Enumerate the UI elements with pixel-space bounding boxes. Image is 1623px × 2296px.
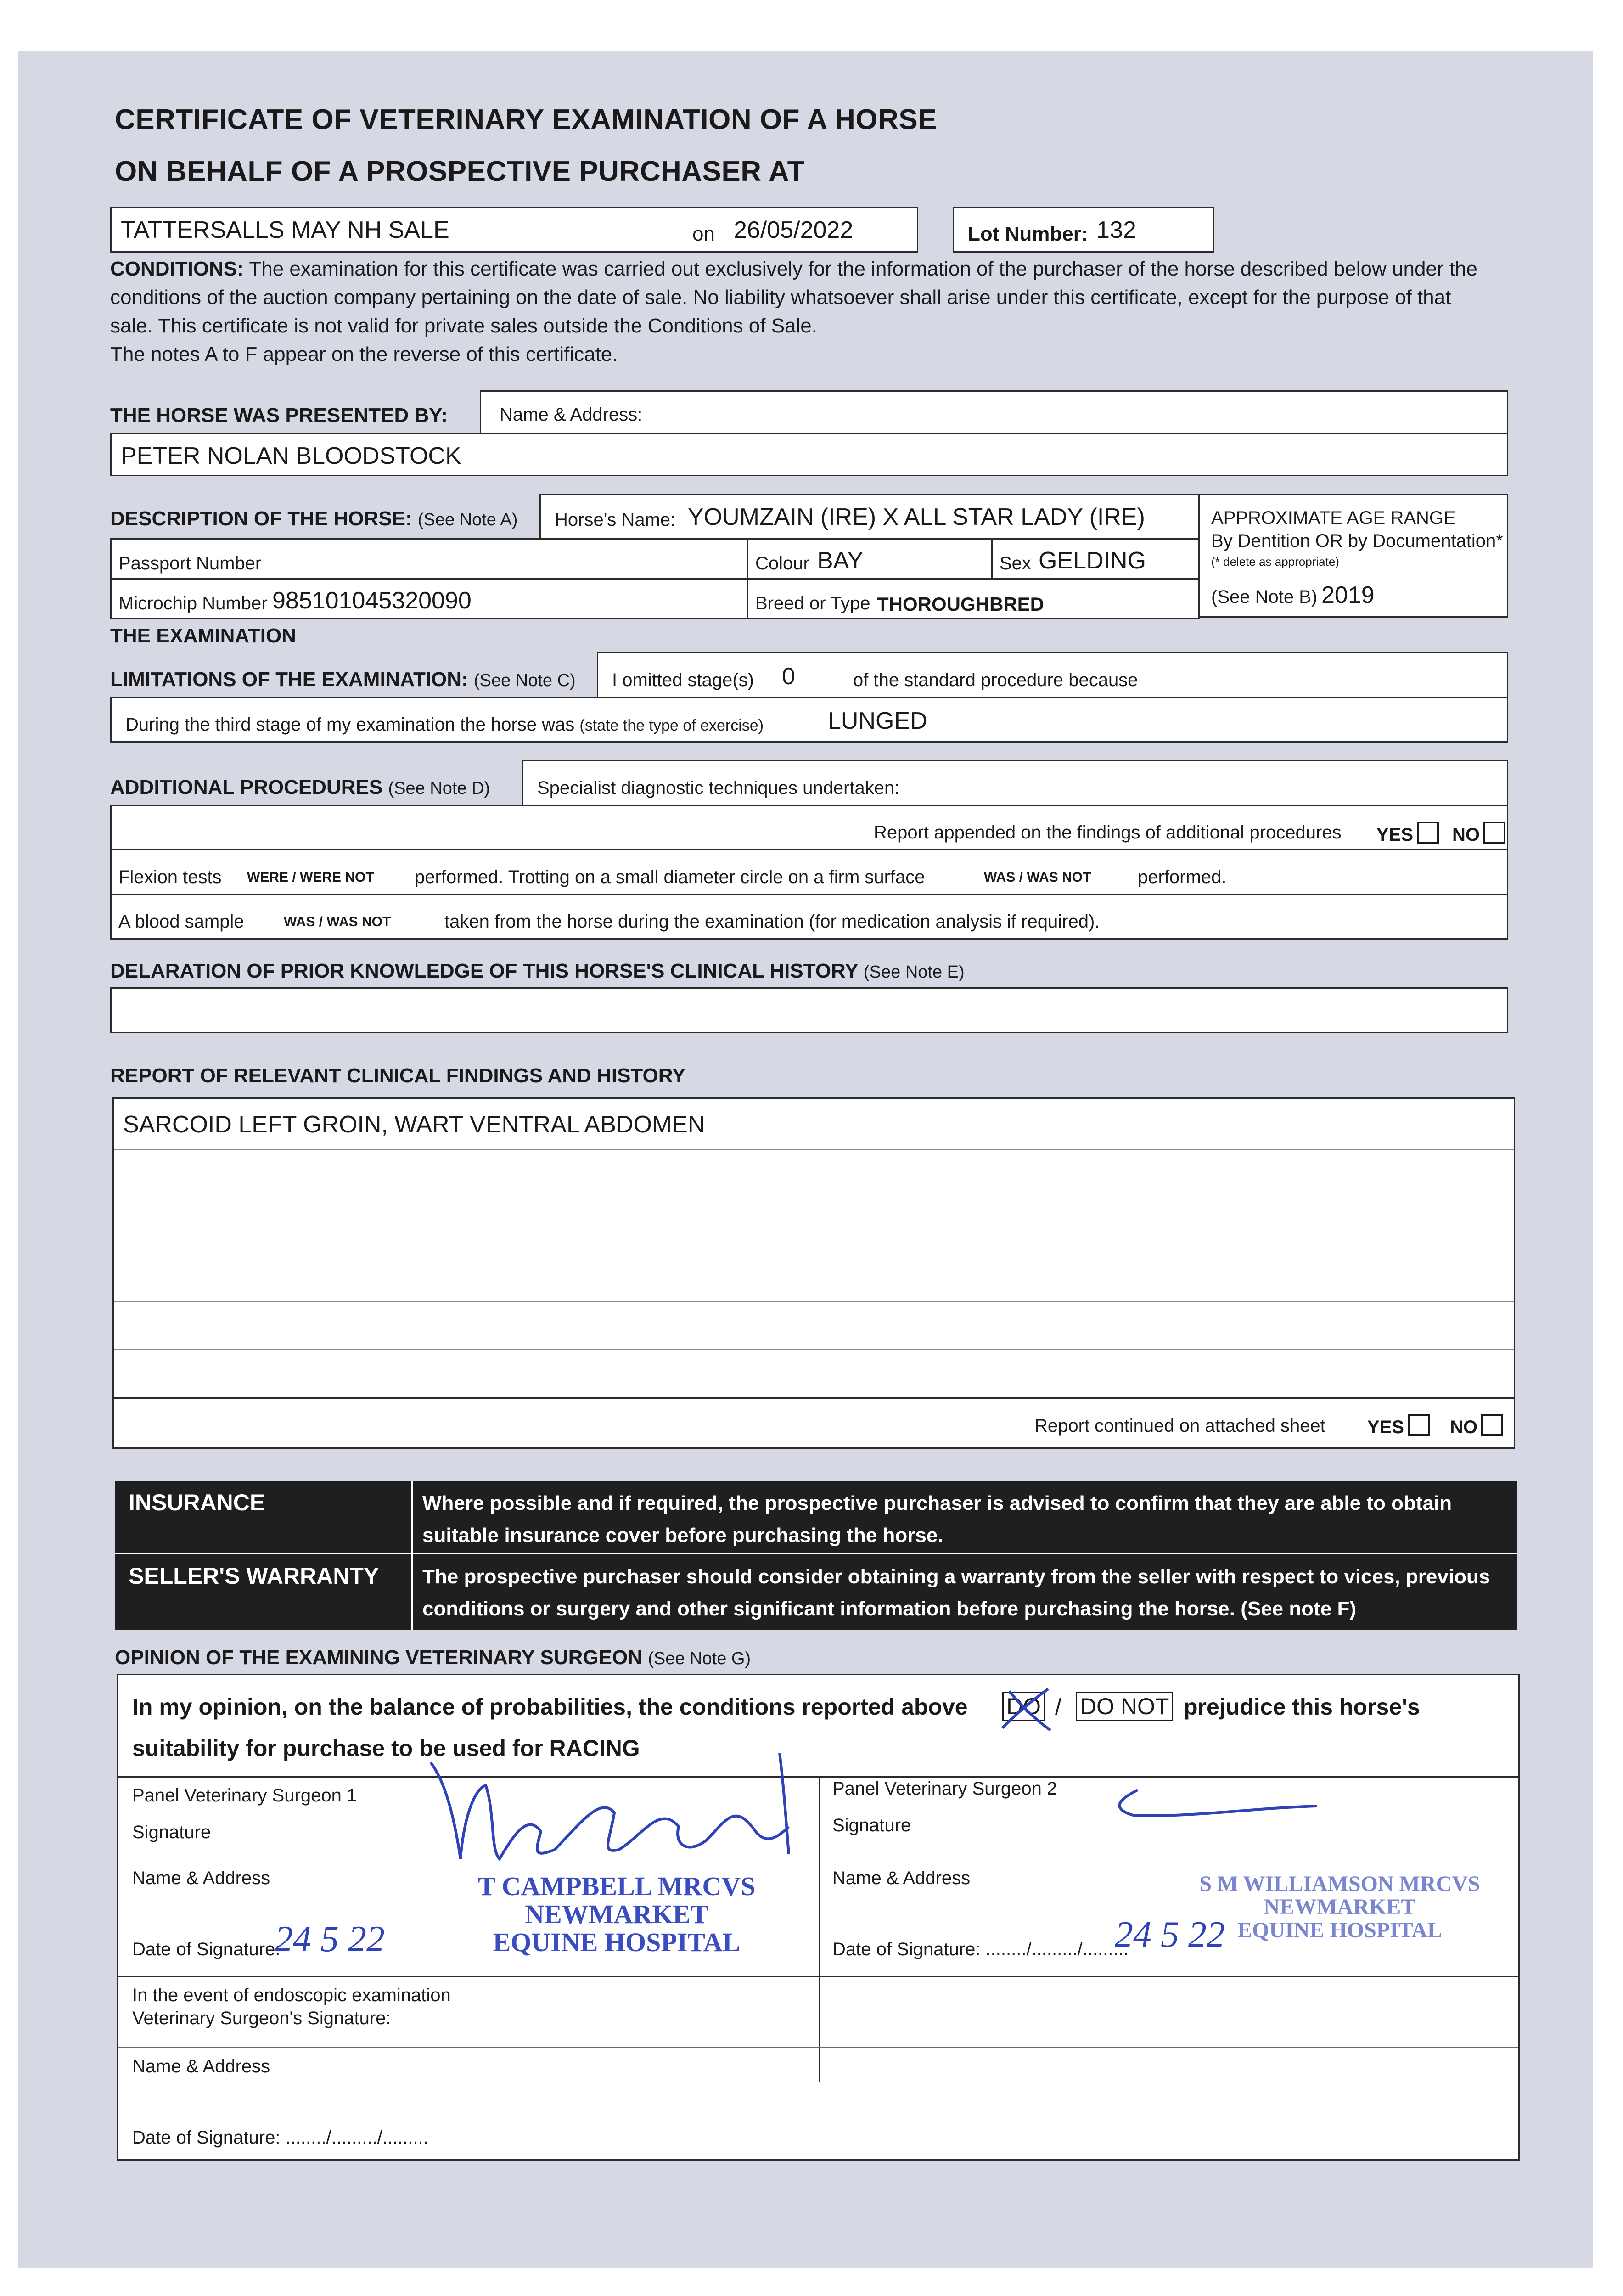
report-heading: REPORT OF RELEVANT CLINICAL FINDINGS AND HISTORY [110, 1064, 686, 1087]
report-continued-yes[interactable]: YES [1367, 1414, 1430, 1438]
surgeon2-date-value: 24 5 22 [1115, 1914, 1225, 1955]
trot-options: WAS / WAS NOT [984, 870, 1091, 885]
surgeon2-signature-scribble [1101, 1781, 1331, 1836]
opinion-text-c: suitability for purchase to be used for RACING [132, 1735, 640, 1761]
lot-number: 132 [1096, 217, 1136, 243]
age-range-box [1198, 494, 1508, 618]
surgeon1-panel-label: Panel Veterinary Surgeon 1 [132, 1785, 357, 1806]
insurance-text: Where possible and if required, the prospective purchaser is advised to confirm that they are able to obtain suitable insurance cover before purchasing the horse. [422, 1492, 1452, 1547]
horse-name-label: Horse's Name: [555, 510, 676, 530]
microchip-value: 985101045320090 [272, 587, 472, 614]
age-value: 2019 [1321, 582, 1375, 608]
passport-box [110, 538, 748, 580]
endoscopic-date-label: Date of Signature: ......../........./......... [132, 2127, 428, 2148]
do-strike-mark [993, 1684, 1057, 1735]
opinion-do-option: DO [1002, 1692, 1045, 1721]
horse-name-box [539, 494, 1201, 540]
sex-label: Sex [1000, 553, 1031, 574]
report-continued-no[interactable]: NO [1450, 1414, 1503, 1438]
blood-options: WAS / WAS NOT [284, 914, 391, 929]
report-appended-no[interactable]: NO [1452, 822, 1505, 845]
report-appended-yes[interactable]: YES [1376, 822, 1439, 845]
description-heading: DESCRIPTION OF THE HORSE: (See Note A) [110, 507, 518, 530]
conditions-notes: The notes A to F appear on the reverse of this certificate. [110, 343, 618, 366]
surgeon1-stamp: T CAMPBELL MRCVS NEWMARKET EQUINE HOSPITAL [477, 1871, 756, 1957]
conditions-block [110, 255, 1488, 369]
microchip-box [110, 578, 748, 619]
endoscopic-name-label: Name & Address [132, 2056, 270, 2077]
omitted-label: I omitted stage(s) [612, 670, 754, 690]
report-finding: SARCOID LEFT GROIN, WART VENTRAL ABDOMEN [123, 1111, 705, 1138]
flexion-options: WERE / WERE NOT [247, 870, 374, 885]
lot-label: Lot Number: [968, 223, 1088, 245]
colour-box [747, 538, 993, 580]
sale-box [110, 207, 918, 253]
third-stage-box [110, 697, 1508, 743]
warranty-label: SELLER'S WARRANTY [115, 1554, 413, 1630]
colour-label: Colour [755, 553, 809, 574]
sale-name: TATTERSALLS MAY NH SALE [121, 217, 449, 243]
surgeon1-date-value: 24 5 22 [275, 1919, 385, 1959]
opinion-do-not-option: DO NOT [1076, 1692, 1173, 1721]
presented-name-box [480, 390, 1508, 434]
report-box [112, 1097, 1515, 1449]
omitted-suffix: of the standard procedure because [853, 670, 1138, 690]
surgeon1-signature-scribble [403, 1735, 816, 1877]
insurance-label: INSURANCE [115, 1481, 413, 1553]
report-continued-yes-checkbox[interactable] [1408, 1414, 1430, 1436]
specialist-box [522, 760, 1508, 806]
sale-on-label: on [692, 223, 715, 245]
report-continued-label: Report continued on attached sheet [1034, 1416, 1325, 1436]
trot-suffix: performed. [1138, 867, 1227, 887]
insurance-row [115, 1481, 1517, 1554]
limitations-heading: LIMITATIONS OF THE EXAMINATION: (See Note C) [110, 668, 576, 691]
surgeon2-stamp: S M WILLIAMSON MRCVS NEWMARKET EQUINE HOSPITAL [1199, 1872, 1480, 1942]
opinion-text-b: prejudice this horse's [1184, 1694, 1420, 1720]
warranty-row [115, 1554, 1517, 1630]
sex-box [991, 538, 1200, 580]
flexion-box [110, 849, 1508, 895]
third-stage-value: LUNGED [828, 708, 927, 734]
sex-value: GELDING [1039, 547, 1146, 574]
presented-heading: THE HORSE WAS PRESENTED BY: [110, 404, 448, 427]
third-stage-label: During the third stage of my examination the horse was (state the type of exercise) [125, 715, 764, 735]
flexion-text: performed. Trotting on a small diameter circle on a firm surface [415, 867, 925, 887]
conditions-text: The examination for this certificate was carried out exclusively for the information of the purchaser of the horse described below under the conditions of the auction company pertaining on the date of sale. No liability whatsoever shall arise under this certificate, except for the purpose of that sale. This certificate is not valid for private sales outside the Conditions of Sale. [110, 258, 1477, 337]
report-appended-no-checkbox[interactable] [1483, 822, 1505, 844]
presented-value-box [110, 433, 1508, 476]
presented-value: PETER NOLAN BLOODSTOCK [121, 443, 461, 469]
surgeon2-name-label: Name & Address [832, 1868, 971, 1888]
report-continued-no-checkbox[interactable] [1481, 1414, 1503, 1436]
report-appended-label: Report appended on the findings of additional procedures [874, 822, 1342, 843]
conditions-heading: CONDITIONS: [110, 258, 244, 280]
certificate-title-line2: ON BEHALF OF A PROSPECTIVE PURCHASER AT [115, 156, 805, 187]
report-appended-yes-checkbox[interactable] [1417, 822, 1439, 844]
surgeon2-signature-label: Signature [832, 1815, 911, 1835]
declaration-heading: DELARATION OF PRIOR KNOWLEDGE OF THIS HORSE'S CLINICAL HISTORY (See Note E) [110, 960, 965, 982]
breed-label: Breed or Type [755, 593, 870, 613]
opinion-heading: OPINION OF THE EXAMINING VETERINARY SURGEON (See Note G) [115, 1646, 751, 1669]
sale-date: 26/05/2022 [734, 217, 854, 243]
report-appended-box [110, 805, 1508, 850]
presented-name-label: Name & Address: [500, 405, 643, 425]
warranty-text: The prospective purchaser should consider obtaining a warranty from the seller with respect to vices, previous conditions or surgery and other significant information before purchasing the horse. (See note F) [422, 1565, 1490, 1620]
blood-label: A blood sample [118, 912, 244, 932]
horse-name-value: YOUMZAIN (IRE) X ALL STAR LADY (IRE) [688, 504, 1145, 530]
microchip-label: Microchip Number [118, 593, 268, 613]
specialist-label: Specialist diagnostic techniques undertaken: [537, 778, 900, 798]
surgeon2-panel-label: Panel Veterinary Surgeon 2 [832, 1778, 1057, 1799]
endoscopic-line2: Veterinary Surgeon's Signature: [132, 2008, 391, 2028]
opinion-box [117, 1674, 1520, 2161]
lot-box [953, 207, 1214, 253]
passport-label: Passport Number [118, 553, 262, 574]
age-method: By Dentition OR by Documentation* [1211, 531, 1503, 551]
flexion-label: Flexion tests [118, 867, 222, 887]
opinion-text-a: In my opinion, on the balance of probabilities, the conditions reported above [132, 1694, 968, 1720]
surgeon1-date-label: Date of Signature: [132, 1939, 281, 1959]
surgeon1-signature-label: Signature [132, 1822, 211, 1842]
certificate-title-line1: CERTIFICATE OF VETERINARY EXAMINATION OF A HORSE [115, 104, 938, 135]
omitted-stage-box [597, 652, 1508, 698]
surgeon2-date-label: Date of Signature: ......../........./......... [832, 1939, 1129, 1959]
additional-heading: ADDITIONAL PROCEDURES (See Note D) [110, 776, 490, 799]
colour-value: BAY [817, 547, 864, 574]
examination-heading: THE EXAMINATION [110, 625, 296, 647]
breed-value: THOROUGHBRED [877, 593, 1044, 615]
insurance-warranty-panel [115, 1481, 1517, 1630]
opinion-slash: / [1055, 1694, 1061, 1720]
age-heading: APPROXIMATE AGE RANGE [1211, 508, 1456, 528]
age-delete-note: (* delete as appropriate) [1211, 555, 1339, 568]
surgeon1-name-label: Name & Address [132, 1868, 270, 1888]
omitted-value: 0 [782, 663, 795, 690]
blood-text: taken from the horse during the examination (for medication analysis if required). [444, 912, 1100, 932]
age-see-note: (See Note B) [1211, 587, 1318, 607]
declaration-box [110, 987, 1508, 1033]
breed-box [747, 578, 1200, 619]
endoscopic-line1: In the event of endoscopic examination [132, 1985, 451, 2005]
blood-sample-box [110, 894, 1508, 940]
